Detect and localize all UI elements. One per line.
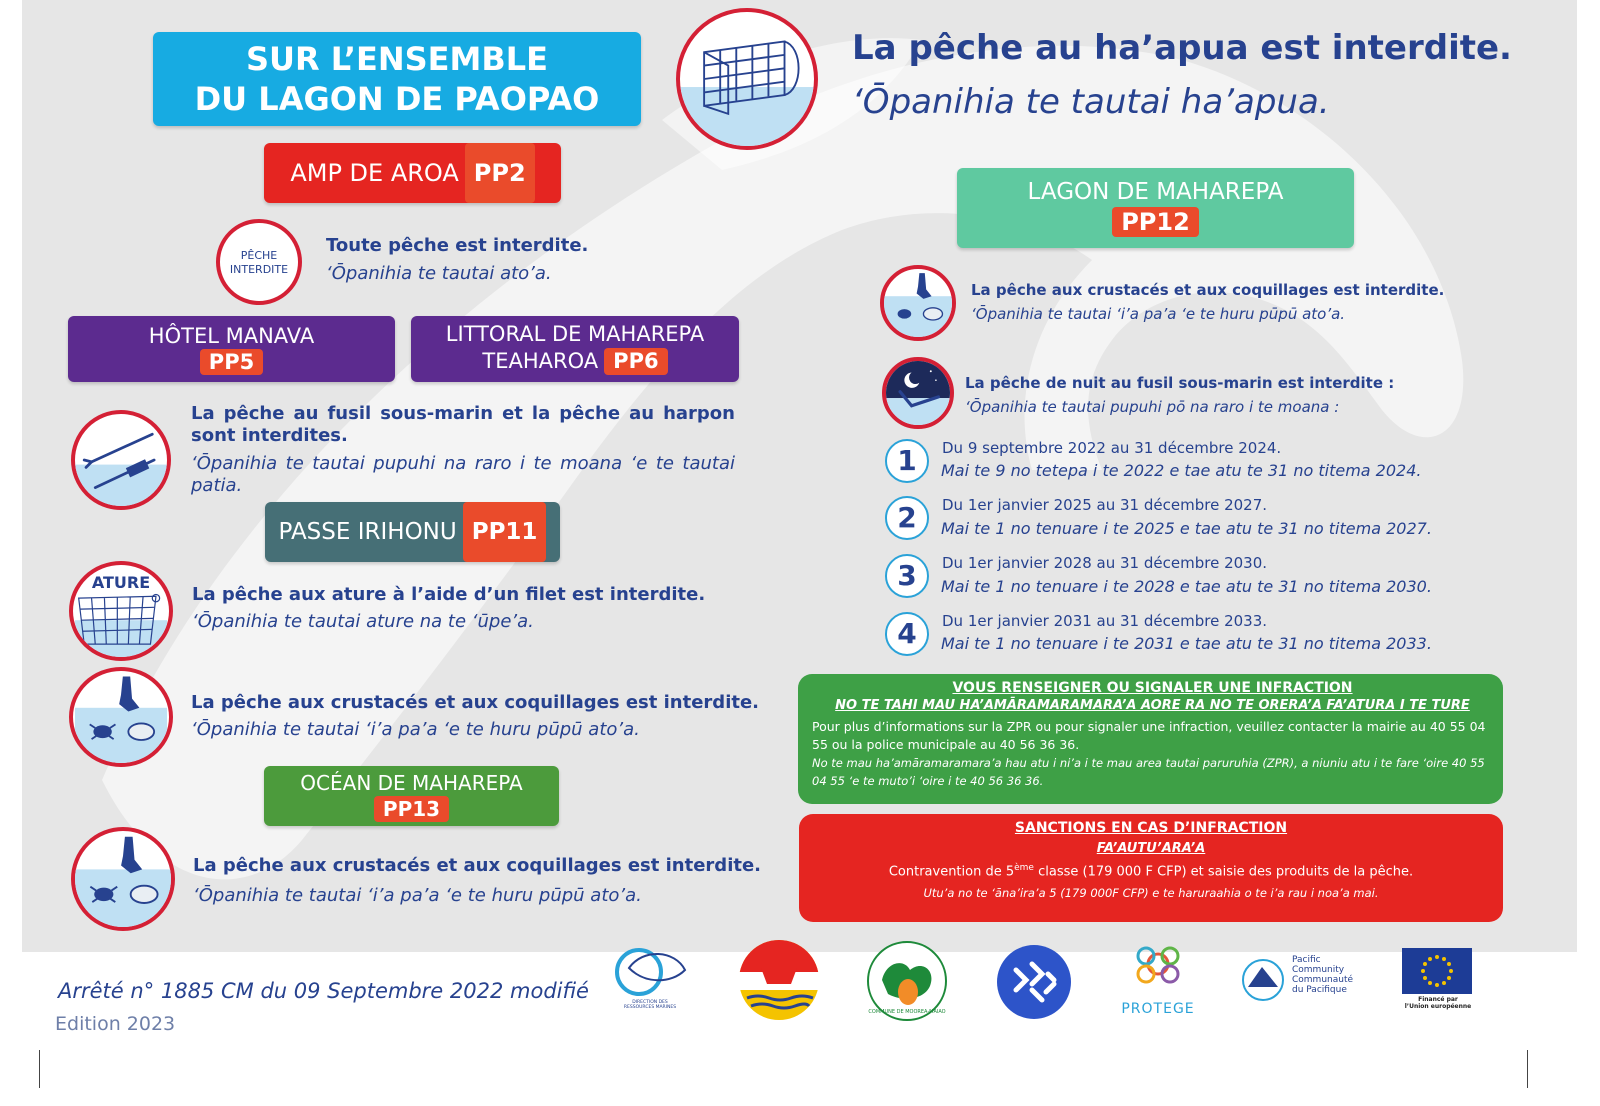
period-2-number: 2	[885, 496, 929, 540]
crust-rule-left-fr: La pêche aux crustacés et aux coquillages est interdite.	[191, 692, 760, 713]
spc-logo-text-1: Pacific	[1292, 955, 1321, 965]
lagoon-title-banner	[153, 32, 641, 126]
spc-logo-text-3: Communauté	[1292, 975, 1354, 985]
period-1-ta: Mai te 9 no tetepa i te 2022 e tae atu te 31 no titema 2024.	[941, 461, 1422, 480]
lagoon-title-line2: DU LAGON DE PAOPAO	[194, 80, 600, 118]
crustacean-shell-icon-lagon	[880, 265, 956, 341]
spc-logo-text-4: du Pacifique	[1292, 985, 1347, 995]
spearfishing-rule-ta: ‘Ōpanihia te tautai pupuhi na raro i te moana ‘e te tautai patia.	[191, 453, 735, 496]
zone-littoral-maharepa-label-1: LITTORAL DE MAHAREPA	[445, 322, 705, 346]
zone-amp-aroa	[264, 143, 561, 203]
zone-ocean-maharepa-code: PP13	[374, 796, 449, 822]
zone-lagon-maharepa	[957, 168, 1354, 248]
sanction-title-fr: SANCTIONS EN CAS D’INFRACTION	[1014, 820, 1288, 836]
drm-logo-text-1: DIRECTION DES	[632, 1000, 668, 1005]
zone-lagon-maharepa-code: PP12	[1112, 207, 1199, 237]
spearfishing-rule-fr: La pêche au fusil sous-marin et la pêche au harpon sont interdites.	[191, 403, 735, 446]
period-2-fr: Du 1er janvier 2025 au 31 décembre 2027.	[942, 496, 1268, 514]
zone-ocean-maharepa-label: OCÉAN DE MAHAREPA	[300, 771, 523, 795]
zone-ocean-maharepa	[264, 766, 559, 826]
ature-net-icon	[69, 561, 173, 661]
period-3-number: 3	[885, 554, 929, 598]
no-fishing-icon	[216, 219, 302, 305]
crop-mark-right	[1527, 1050, 1528, 1088]
zone-lagon-maharepa-label: LAGON DE MAHAREPA	[1027, 179, 1284, 205]
crust-rule-lagon-ta: ‘Ōpanihia te tautai ‘i’a pa’a ‘e te huru pūpū ato’a.	[971, 305, 1346, 323]
zone-passe-irihonu-label: PASSE IRIHONU	[278, 519, 457, 545]
zone-hotel-manava-label: HÔTEL MANAVA	[148, 324, 315, 348]
info-body-ta: No te mau ha’amāramaramara’a hau atu i ni’a i te mau area tautai paruruhia (ZPR), a niuniu atu i te fare ‘oire 40 55 04 55 ‘e te muto’i ‘oire i te 40 56 36 36.	[812, 756, 1485, 788]
night-rule-ta: ‘Ōpanihia te tautai pupuhi pō na raro i te moana :	[965, 398, 1340, 416]
period-4-fr: Du 1er janvier 2031 au 31 décembre 2033.	[942, 612, 1268, 630]
commune-moorea-text: COMMUNE DE MOOREA-MAIAO	[868, 1009, 946, 1015]
crustacean-shell-icon	[69, 667, 173, 767]
zone-littoral-maharepa-code: PP6	[604, 348, 667, 375]
sanction-body-fr-pre: Contravention de 5	[888, 864, 1015, 880]
no-fishing-icon-text-1: PÊCHE	[240, 249, 278, 262]
ature-rule-ta: ‘Ōpanihia te tautai ature na te ‘ūpe’a.	[192, 611, 534, 632]
crust-rule-lagon-fr: La pêche aux crustacés et aux coquillages est interdite.	[971, 281, 1445, 299]
sanction-box	[799, 814, 1503, 922]
spc-logo-text-2: Community	[1292, 965, 1345, 975]
haapua-rule-ta: ‘Ōpanihia te tautai ha’apua.	[852, 82, 1330, 122]
sanction-body-ta: Utu’a no te ‘āna’ira’a 5 (179 000F CFP) e te haruraahia o te i’a rau i noa’a mai.	[923, 886, 1379, 901]
spearfishing-icon	[71, 410, 171, 510]
zone-hotel-manava	[68, 316, 395, 382]
polynesia-emblem-logo	[737, 938, 821, 1022]
lagoon-title-line1: SUR L’ENSEMBLE	[245, 40, 549, 78]
haapua-rule-fr: La pêche au ha’apua est interdite.	[852, 28, 1512, 68]
protege-logo-text: PROTEGE	[1121, 1001, 1195, 1017]
zone-amp-aroa-code: PP2	[465, 143, 535, 203]
crop-mark-left	[39, 1050, 40, 1088]
sanction-title-ta: FA’AUTU’ARA’A	[1096, 841, 1206, 856]
zone-littoral-maharepa-label-2: TEAHAROA	[482, 349, 599, 373]
zone-littoral-maharepa	[411, 316, 739, 382]
sanction-body-fr	[799, 863, 1503, 879]
edition-label: Edition 2023	[55, 1013, 176, 1035]
info-title-fr: VOUS RENSEIGNER OU SIGNALER UNE INFRACTION	[952, 680, 1353, 696]
period-2-ta: Mai te 1 no tenuare i te 2025 e tae atu te 31 no titema 2027.	[941, 519, 1432, 538]
period-4-ta: Mai te 1 no tenuare i te 2031 e tae atu te 31 no titema 2033.	[941, 634, 1432, 653]
crust-rule-ocean-ta: ‘Ōpanihia te tautai ‘i’a pa’a ‘e te huru pūpū ato’a.	[193, 885, 642, 906]
period-4-number: 4	[885, 612, 929, 656]
drm-logo	[609, 944, 691, 1020]
info-body-fr: Pour plus d’informations sur la ZPR ou pour signaler une infraction, veuillez contacter la mairie au 40 55 04 55 ou la police municipale au 40 56 36 36.	[812, 719, 1486, 752]
no-fishing-icon-text-2: INTERDITE	[229, 263, 289, 276]
zone-hotel-manava-code: PP5	[200, 349, 263, 375]
pacific-community-logo	[1240, 955, 1358, 1007]
night-spearfishing-icon	[882, 357, 954, 429]
ature-icon-label: ATURE	[91, 573, 151, 592]
sanction-body-fr-post: classe (179 000 F CFP) et saisie des produits de la pêche.	[1033, 864, 1414, 880]
zone-passe-irihonu-code: PP11	[463, 502, 547, 562]
blue-circle-logo	[996, 944, 1072, 1020]
amp-aroa-rule-ta: ‘Ōpanihia te tautai ato’a.	[326, 263, 552, 284]
crust-rule-left-ta: ‘Ōpanihia te tautai ‘i’a pa’a ‘e te huru pūpū ato’a.	[191, 719, 640, 740]
eu-logo-text-1: Financé par	[1418, 996, 1458, 1003]
night-rule-fr: La pêche de nuit au fusil sous-marin est interdite :	[965, 374, 1395, 392]
period-3-ta: Mai te 1 no tenuare i te 2028 e tae atu te 31 no titema 2030.	[941, 577, 1432, 596]
info-report-box	[798, 674, 1503, 804]
haapua-trap-icon	[676, 8, 818, 150]
amp-aroa-rule-fr: Toute pêche est interdite.	[326, 235, 589, 256]
period-1-fr: Du 9 septembre 2022 au 31 décembre 2024.	[942, 439, 1282, 457]
zone-passe-irihonu	[265, 502, 560, 562]
eu-flag-logo	[1402, 948, 1474, 1014]
eu-logo-text-2: l’Union européenne	[1404, 1003, 1472, 1010]
crustacean-shell-icon-ocean	[71, 827, 175, 931]
period-3-fr: Du 1er janvier 2028 au 31 décembre 2030.	[942, 554, 1268, 572]
protege-logo	[1116, 938, 1200, 1022]
period-1-number: 1	[885, 439, 929, 483]
ature-rule-fr: La pêche aux ature à l’aide d’un filet est interdite.	[192, 584, 706, 605]
drm-logo-text-2: RESSOURCES MARINES	[623, 1005, 677, 1010]
info-title-ta: NO TE TAHI MAU HA’AMĀRAMARAMARA’A AORE RA NO TE ORERA’A FA’ATURA I TE TURE	[835, 698, 1470, 713]
zone-amp-aroa-label: AMP DE AROA	[290, 159, 459, 187]
decree-reference: Arrêté n° 1885 CM du 09 Septembre 2022 modifié	[58, 979, 589, 1003]
crust-rule-ocean-fr: La pêche aux crustacés et aux coquillages est interdite.	[193, 855, 762, 876]
commune-moorea-logo	[866, 940, 948, 1022]
sanction-body-fr-sup: ème	[1014, 863, 1034, 873]
